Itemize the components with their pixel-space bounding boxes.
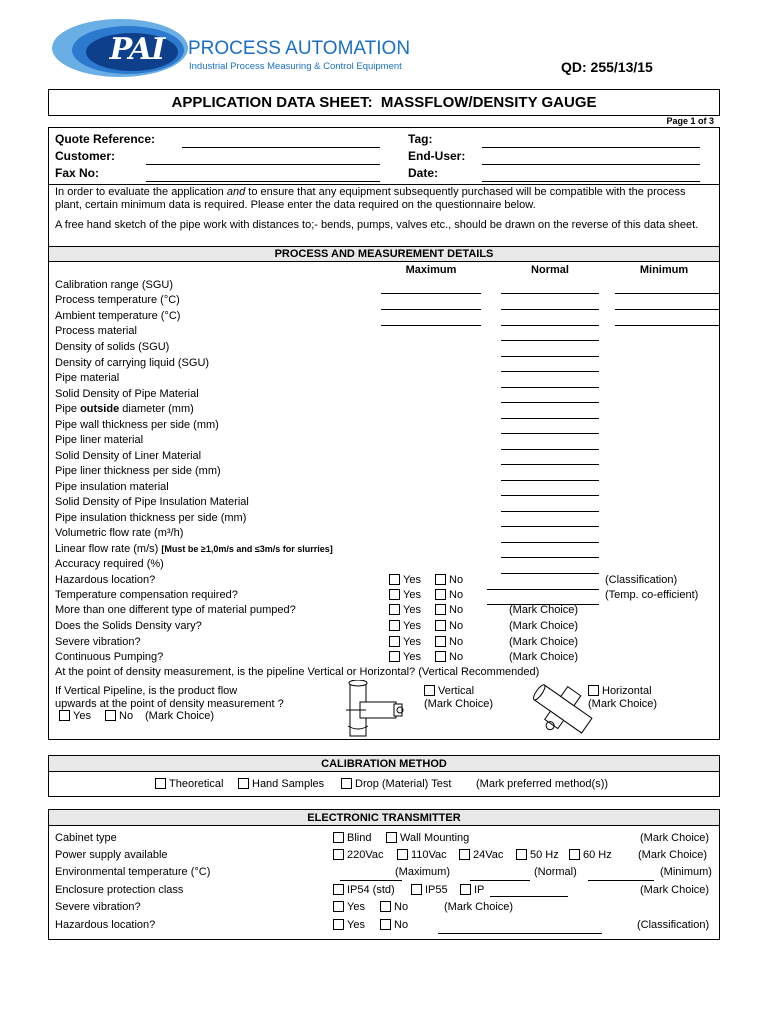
divider (48, 184, 720, 185)
normal-input[interactable] (501, 387, 599, 388)
q-hazardous: Hazardous location? (55, 574, 156, 586)
yes-checkbox[interactable]: Yes (389, 651, 421, 663)
customer-input[interactable] (146, 164, 380, 165)
flow-mark-choice: (Mark Choice) (145, 710, 215, 722)
page-title: APPLICATION DATA SHEET: MASSFLOW/DENSITY GAUGE (171, 94, 597, 111)
document-code: QD: 255/13/15 (561, 59, 653, 75)
normal-input[interactable] (501, 371, 599, 372)
max-input[interactable] (381, 309, 481, 310)
no-checkbox[interactable]: No (435, 604, 463, 616)
row-density-solids: Density of solids (SGU) (55, 341, 170, 353)
normal-input[interactable] (501, 356, 599, 357)
60hz-checkbox[interactable]: 60 Hz (569, 849, 612, 861)
logo-monogram: PAI (109, 32, 165, 67)
tag-input[interactable] (482, 147, 700, 148)
24vac-checkbox[interactable]: 24Vac (459, 849, 503, 861)
classification-input[interactable] (487, 589, 599, 590)
page-number: Page 1 of 3 (666, 116, 714, 126)
row-accuracy: Accuracy required (%) (55, 558, 164, 570)
normal-input[interactable] (501, 325, 599, 326)
vertical-flow-question-cont: upwards at the point of density measurement ? (55, 698, 284, 710)
hazardous-classification-input[interactable] (438, 933, 602, 934)
no-checkbox[interactable]: No (435, 651, 463, 663)
vibration-mark-choice: (Mark Choice) (444, 901, 514, 913)
env-maximum: (Maximum) (395, 866, 450, 878)
vertical-flow-question: If Vertical Pipeline, is the product flow (55, 685, 238, 697)
note-temp-coefficient: (Temp. co-efficient) (605, 589, 699, 601)
row-solid-density-liner: Solid Density of Liner Material (55, 450, 202, 462)
normal-input[interactable] (501, 402, 599, 403)
col-normal: Normal (531, 264, 569, 276)
process-section-heading: PROCESS AND MEASUREMENT DETAILS (49, 247, 719, 262)
row-density-liquid: Density of carrying liquid (SGU) (55, 357, 210, 369)
vertical-checkbox[interactable]: Vertical (424, 685, 474, 697)
row-insulation-thickness: Pipe insulation thickness per side (mm) (55, 512, 247, 524)
row-pipe-liner-material: Pipe liner material (55, 434, 144, 446)
col-minimum: Minimum (639, 264, 689, 276)
horizontal-checkbox[interactable]: Horizontal (588, 685, 652, 697)
yes-checkbox[interactable]: Yes (389, 604, 421, 616)
note-classification: (Classification) (605, 574, 678, 586)
row-linear-flow: Linear flow rate (m/s) [Must be ≥1,0m/s and ≤3m/s for slurries] (55, 543, 333, 555)
env-normal: (Normal) (534, 866, 577, 878)
row-process-material: Process material (55, 325, 137, 337)
hazardous-no-checkbox[interactable]: No (380, 919, 408, 931)
hand-samples-checkbox[interactable]: Hand Samples (238, 778, 324, 790)
no-checkbox[interactable]: No (435, 636, 463, 648)
normal-input[interactable] (501, 557, 599, 558)
ip-custom-checkbox[interactable]: IP (460, 884, 484, 896)
hazardous-yes-checkbox[interactable]: Yes (333, 919, 365, 931)
fax-no-input[interactable] (146, 181, 380, 182)
wall-mounting-checkbox[interactable]: Wall Mounting (386, 832, 469, 844)
hazardous-classification: (Classification) (637, 919, 710, 931)
max-input[interactable] (381, 293, 481, 294)
row-process-temperature: Process temperature (°C) (55, 294, 180, 306)
ip54-checkbox[interactable]: IP54 (std) (333, 884, 395, 896)
row-liner-thickness: Pipe liner thickness per side (mm) (55, 465, 221, 477)
note-mark-choice: (Mark Choice) (509, 604, 579, 616)
q-severe-vibration: Severe vibration? (55, 636, 141, 648)
tag-label: Tag: (408, 132, 433, 146)
110vac-checkbox[interactable]: 110Vac (397, 849, 447, 861)
fax-no-label: Fax No: (55, 166, 100, 180)
no-checkbox[interactable]: No (435, 620, 463, 632)
normal-input[interactable] (501, 418, 599, 419)
customer-label: Customer: (55, 149, 116, 163)
note-mark-choice: (Mark Choice) (509, 651, 579, 663)
date-input[interactable] (482, 181, 700, 182)
normal-input[interactable] (501, 309, 599, 310)
normal-input[interactable] (501, 526, 599, 527)
drop-test-checkbox[interactable]: Drop (Material) Test (341, 778, 451, 790)
ip55-checkbox[interactable]: IP55 (411, 884, 448, 896)
cabinet-mark-choice: (Mark Choice) (640, 832, 710, 844)
transmitter-heading: ELECTRONIC TRANSMITTER (49, 810, 719, 826)
row-solid-density-pipe: Solid Density of Pipe Material (55, 388, 199, 400)
blind-checkbox[interactable]: Blind (333, 832, 371, 844)
col-maximum: Maximum (405, 264, 457, 276)
vertical-mark-choice: (Mark Choice) (424, 698, 494, 710)
normal-input[interactable] (501, 573, 599, 574)
orientation-question: At the point of density measurement, is the pipeline Vertical or Horizontal? (Vertical Recommended) (55, 666, 540, 678)
flow-no-checkbox[interactable]: No (105, 710, 133, 722)
company-tagline: Industrial Process Measuring & Control Equipment (189, 61, 402, 72)
intro-paragraph: In order to evaluate the application and to ensure that any equipment subsequently purchased will be compatible with the process plant, certain minimum data is required. Please enter the data required on the questionnaire below. (55, 186, 686, 211)
row-calibration-range: Calibration range (SGU) (55, 279, 173, 291)
row-ambient-temperature: Ambient temperature (°C) (55, 310, 181, 322)
company-name: PROCESS AUTOMATION (188, 38, 411, 59)
end-user-label: End-User: (408, 149, 466, 163)
enclosure-mark-choice: (Mark Choice) (640, 884, 710, 896)
row-pipe-material: Pipe material (55, 372, 120, 384)
yes-checkbox[interactable]: Yes (389, 620, 421, 632)
enclosure-label: Enclosure protection class (55, 884, 184, 896)
hazardous-label: Hazardous location? (55, 919, 156, 931)
normal-input[interactable] (501, 511, 599, 512)
calibration-heading: CALIBRATION METHOD (49, 756, 719, 772)
normal-input[interactable] (501, 433, 599, 434)
normal-input[interactable] (501, 542, 599, 543)
quote-reference-label: Quote Reference: (55, 132, 156, 146)
note-mark-choice: (Mark Choice) (509, 620, 579, 632)
normal-input[interactable] (501, 464, 599, 465)
normal-input[interactable] (501, 293, 599, 294)
yes-checkbox[interactable]: Yes (389, 574, 421, 586)
yes-checkbox[interactable]: Yes (389, 636, 421, 648)
q-temp-compensation: Temperature compensation required? (55, 589, 238, 601)
theoretical-checkbox[interactable]: Theoretical (155, 778, 223, 790)
flow-yes-checkbox[interactable]: Yes (59, 710, 91, 722)
date-label: Date: (408, 166, 439, 180)
max-input[interactable] (381, 325, 481, 326)
vertical-pipe-diagram (338, 680, 413, 740)
q-multiple-materials: More than one different type of material pumped? (55, 604, 296, 616)
min-input[interactable] (615, 293, 719, 294)
power-supply-label: Power supply available (55, 849, 168, 861)
50hz-checkbox[interactable]: 50 Hz (516, 849, 559, 861)
note-mark-choice: (Mark Choice) (509, 636, 579, 648)
row-insulation-material: Pipe insulation material (55, 481, 169, 493)
normal-input[interactable] (501, 449, 599, 450)
env-max-input[interactable] (340, 880, 402, 881)
horizontal-mark-choice: (Mark Choice) (588, 698, 658, 710)
sketch-instruction: A free hand sketch of the pipe work with distances to;- bends, pumps, valves etc., should be drawn on the reverse of this data sheet. (55, 219, 699, 231)
min-input[interactable] (615, 325, 719, 326)
power-mark-choice: (Mark Choice) (638, 849, 708, 861)
end-user-input[interactable] (482, 164, 700, 165)
cabinet-type-label: Cabinet type (55, 832, 117, 844)
220vac-checkbox[interactable]: 220Vac (333, 849, 384, 861)
row-pipe-wall-thickness: Pipe wall thickness per side (mm) (55, 419, 219, 431)
yes-checkbox[interactable]: Yes (389, 589, 421, 601)
calibration-note: (Mark preferred method(s)) (476, 778, 609, 790)
min-input[interactable] (615, 309, 719, 310)
env-normal-input[interactable] (470, 880, 530, 881)
row-pipe-outside-diameter: Pipe outside diameter (mm) (55, 403, 194, 415)
q-continuous-pumping: Continuous Pumping? (55, 651, 164, 663)
row-solid-density-insulation: Solid Density of Pipe Insulation Material (55, 496, 249, 508)
env-temp-label: Environmental temperature (°C) (55, 866, 211, 878)
no-checkbox[interactable]: No (435, 589, 463, 601)
no-checkbox[interactable]: No (435, 574, 463, 586)
vibration-no-checkbox[interactable]: No (380, 901, 408, 913)
normal-input[interactable] (501, 480, 599, 481)
quote-reference-input[interactable] (182, 147, 380, 148)
row-volumetric-flow: Volumetric flow rate (m³/h) (55, 527, 184, 539)
env-min-input[interactable] (588, 880, 654, 881)
normal-input[interactable] (501, 495, 599, 496)
q-solids-density-vary: Does the Solids Density vary? (55, 620, 202, 632)
ip-custom-input[interactable] (490, 896, 568, 897)
normal-input[interactable] (501, 340, 599, 341)
env-minimum: (Minimum) (660, 866, 712, 878)
vibration-yes-checkbox[interactable]: Yes (333, 901, 365, 913)
severe-vibration-label: Severe vibration? (55, 901, 141, 913)
